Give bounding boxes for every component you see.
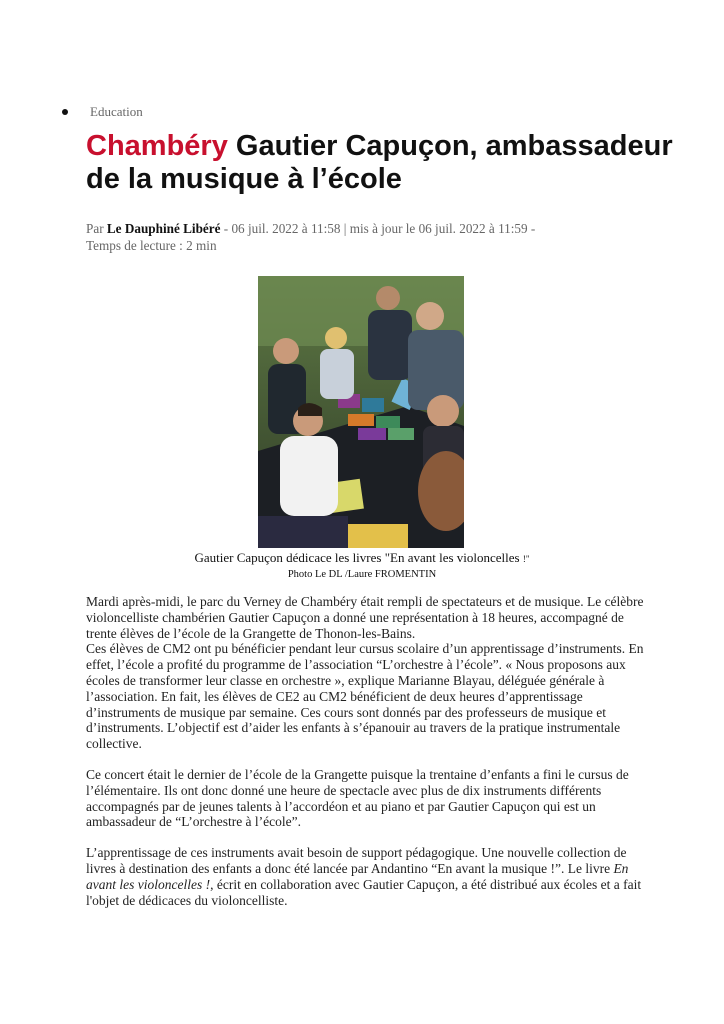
caption-text bbox=[86, 550, 638, 567]
article-title bbox=[86, 130, 686, 196]
paragraph: Ces élèves de CM2 ont pu bénéficier pendant leur cursus scolaire d’un apprentissage d’instruments. En effet, l’école a profité du programme de l’association “L’orchestre à l’école”. « Nous proposons aux écoles de transformer leur classe en orchestre », explique Marianne Blayau, déléguée générale à l’association. En fait, les élèves de CE2 au CM2 bénéficient de deux heures d’apprentissage d’instruments de musique par semaine. Ces cours sont donnés par des professeurs de musique et d’instruments. L’objectif est d’aider les enfants à s’épanouir au travers de la pratique instrumentale collective. bbox=[86, 641, 644, 752]
article-photo bbox=[258, 276, 464, 548]
paragraph: Ce concert était le dernier de l’école de la Grangette puisque la trentaine d’enfants a fini le cursus de l’élémentaire. Ils ont donc donné une heure de spectacle avec plus de dix instruments différents accompagnés par de jeunes talents à l’accordéon et au piano et par Gautier Capuçon qui est un ambassadeur de “L’orchestre à l’école”. bbox=[86, 766, 629, 830]
byline bbox=[86, 220, 646, 254]
paragraph: Mardi après-midi, le parc du Verney de Chambéry était rempli de spectateurs et de musique. Le célèbre violoncelliste chambérien Gautier Capuçon a donné une représentation à 18 heures, accompagné de trente élèves de l’école de la Grangette de Thonon-les-Bains. bbox=[86, 594, 644, 641]
caption-main: Gautier Capuçon dédicace les livres "En avant les violoncelles bbox=[194, 550, 523, 565]
title-city: Chambéry bbox=[86, 130, 228, 162]
photo-illustration bbox=[258, 276, 464, 548]
category-list-item bbox=[62, 104, 143, 120]
photo-credit: Photo Le DL /Laure FROMENTIN bbox=[287, 569, 437, 580]
category-link[interactable]: Education bbox=[90, 104, 143, 119]
caption-end: !" bbox=[522, 554, 530, 564]
reading-time: Temps de lecture : 2 min bbox=[86, 238, 217, 253]
paragraph-part: , écrit en collaboration avec Gautier Capuçon, a été distribué aux écoles et a fait l'objet de dédicaces du violoncelliste. bbox=[86, 876, 642, 908]
photo-caption bbox=[86, 550, 638, 583]
article-body bbox=[86, 594, 646, 908]
title-text: Gautier Capuçon, ambassadeur de la musique à l’école bbox=[86, 130, 673, 195]
paragraph-part: L’apprentissage de ces instruments avait besoin de support pédagogique. Une nouvelle collection de livres à destination des enfants a donc été lancée par Andantino “En avant la musique !”. Le livre bbox=[86, 845, 627, 876]
book-title: En avant les violoncelles ! bbox=[86, 860, 629, 892]
byline-prefix: Par bbox=[86, 221, 104, 236]
byline-dates: - 06 juil. 2022 à 11:58 | mis à jour le 06 juil. 2022 à 11:59 - bbox=[223, 221, 536, 236]
bullet-icon bbox=[62, 109, 68, 115]
publisher-name[interactable]: Le Dauphiné Libéré bbox=[106, 221, 221, 236]
paragraph bbox=[86, 845, 646, 908]
